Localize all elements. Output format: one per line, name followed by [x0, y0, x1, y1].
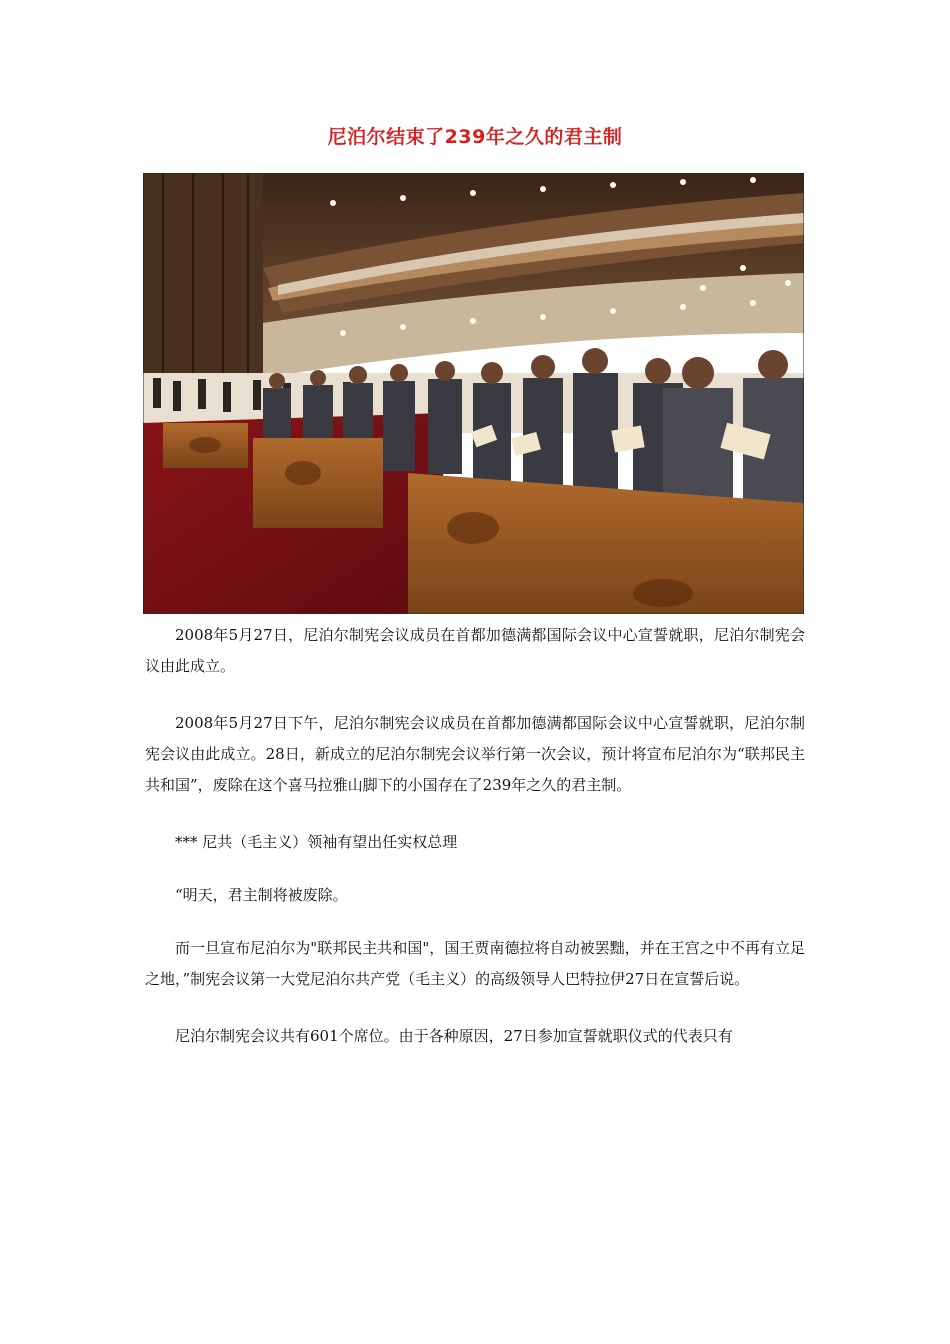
- article-body: [145, 620, 805, 1078]
- article-title: 尼泊尔结束了239年之久的君主制: [327, 126, 623, 148]
- article-paragraph: 尼泊尔制宪会议共有601个席位。由于各种原因，27日参加宣誓就职仪式的代表只有: [175, 1027, 733, 1045]
- article-photo: [143, 173, 804, 614]
- article-subheading: *** 尼共（毛主义）领袖有望出任实权总理: [175, 833, 458, 851]
- article-paragraph: 2008年5月27日，尼泊尔制宪会议成员在首都加德满都国际会议中心宣誓就职，尼泊尔制宪会议由此成立。: [145, 626, 805, 675]
- article-paragraph: “明天，君主制将被废除。: [175, 886, 348, 904]
- article-paragraph: 而一旦宣布尼泊尔为"联邦民主共和国"，国王贾南德拉将自动被罢黜，并在王宫之中不再有立足之地，”制宪会议第一大党尼泊尔共产党（毛主义）的高级领导人巴特拉伊27日在宣誓后说。: [145, 939, 805, 988]
- article-paragraph: 2008年5月27日下午，尼泊尔制宪会议成员在首都加德满都国际会议中心宣誓就职，尼泊尔制宪会议由此成立。28日，新成立的尼泊尔制宪会议举行第一次会议，预计将宣布尼泊尔为“联邦民主共和国”，废除在这个喜马拉雅山脚下的小国存在了239年之久的君主制。: [145, 714, 805, 794]
